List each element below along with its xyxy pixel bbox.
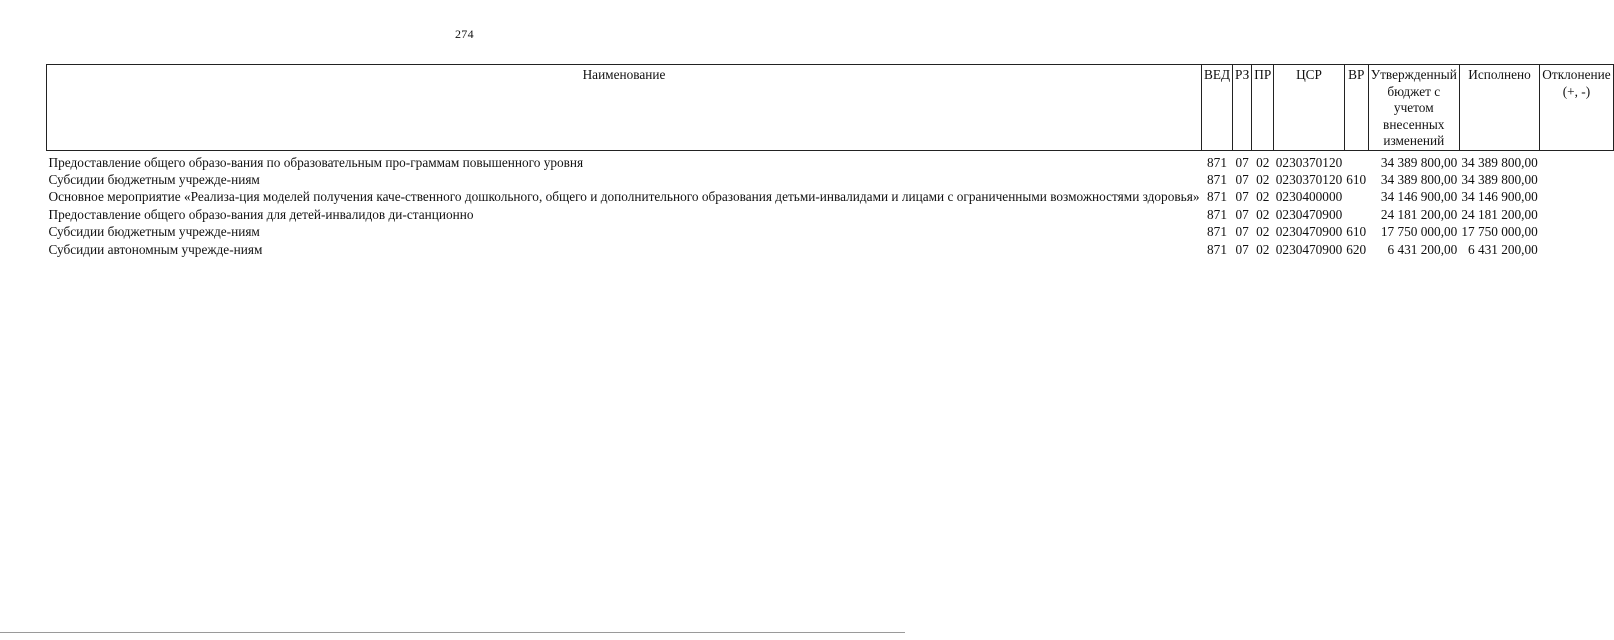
cell-csr: 0230370120 (1275, 154, 1343, 170)
table-row (47, 223, 1614, 240)
cell-ved: 871 (1207, 171, 1227, 187)
cell-approved-budget: 34 146 900,00 (1380, 189, 1458, 205)
cell-name: Субсидии бюджетным учрежде-ниям (48, 224, 260, 240)
cell-ved: 871 (1207, 241, 1227, 257)
cell-name: Предоставление общего образо-вания для детей-инвалидов ди-станционно (48, 206, 474, 222)
cell-pr: 02 (1256, 189, 1270, 205)
cell-deviation (1540, 241, 1613, 258)
cell-csr: 0230400000 (1275, 189, 1343, 205)
cell-pr: 02 (1256, 171, 1270, 187)
budget-execution-table (46, 64, 1614, 258)
cell-vr (1344, 188, 1368, 205)
table-row (47, 150, 1614, 171)
cell-approved-budget: 34 389 800,00 (1380, 154, 1458, 170)
cell-deviation (1540, 171, 1613, 188)
cell-vr: 610 (1346, 224, 1367, 240)
cell-executed: 34 146 900,00 (1461, 189, 1538, 205)
table-header-row (47, 65, 1614, 151)
cell-vr (1344, 150, 1368, 171)
cell-deviation (1540, 150, 1613, 171)
table-row (47, 241, 1614, 258)
cell-vr: 620 (1346, 241, 1367, 257)
header-vr: ВР (1344, 65, 1368, 151)
cell-deviation (1540, 223, 1613, 240)
cell-vr (1344, 206, 1368, 223)
cell-deviation (1540, 206, 1613, 223)
cell-approved-budget: 6 431 200,00 (1387, 241, 1458, 257)
cell-rz: 07 (1235, 224, 1249, 240)
cell-approved-budget: 17 750 000,00 (1380, 224, 1458, 240)
cell-pr: 02 (1256, 241, 1270, 257)
header-name: Наименование (47, 65, 1202, 151)
cell-pr: 02 (1256, 206, 1270, 222)
cell-executed: 24 181 200,00 (1461, 206, 1538, 222)
cell-rz: 07 (1235, 189, 1249, 205)
cell-pr: 02 (1256, 224, 1270, 240)
header-rz: РЗ (1233, 65, 1252, 151)
cell-pr: 02 (1256, 154, 1270, 170)
header-approved-budget: Утвержденный бюджет с учетом внесенных изменений (1368, 65, 1459, 151)
cell-rz: 07 (1235, 206, 1249, 222)
cell-executed: 34 389 800,00 (1461, 154, 1538, 170)
cell-rz: 07 (1235, 154, 1249, 170)
header-ved: ВЕД (1201, 65, 1232, 151)
cell-csr: 0230470900 (1275, 206, 1343, 222)
page-number: 274 (455, 27, 474, 41)
cell-approved-budget: 24 181 200,00 (1380, 206, 1458, 222)
cell-ved: 871 (1207, 189, 1227, 205)
header-pr: ПР (1252, 65, 1274, 151)
cell-csr: 0230370120 (1275, 171, 1343, 187)
header-csr: ЦСР (1274, 65, 1344, 151)
cell-ved: 871 (1207, 154, 1227, 170)
cell-rz: 07 (1235, 241, 1249, 257)
table-row (47, 206, 1614, 223)
header-executed: Исполнено (1459, 65, 1539, 151)
cell-name: Основное мероприятие «Реализа-ция моделей получения каче-ственного дошкольного, общего и дополнительного образования детьми-инвалидами и лицами с ограниченными возможностями здоровья» (48, 189, 1200, 205)
table-row (47, 171, 1614, 188)
page-bottom-rule (0, 632, 905, 633)
cell-rz: 07 (1235, 171, 1249, 187)
cell-name: Субсидии автономным учрежде-ниям (48, 241, 263, 257)
cell-ved: 871 (1207, 206, 1227, 222)
cell-executed: 34 389 800,00 (1461, 171, 1538, 187)
cell-deviation (1540, 188, 1613, 205)
table-row (47, 188, 1614, 205)
cell-csr: 0230470900 (1275, 241, 1343, 257)
cell-csr: 0230470900 (1275, 224, 1343, 240)
cell-executed: 6 431 200,00 (1467, 241, 1538, 257)
cell-ved: 871 (1207, 224, 1227, 240)
cell-executed: 17 750 000,00 (1461, 224, 1538, 240)
header-deviation: Отклонение (+, -) (1540, 65, 1613, 151)
cell-vr: 610 (1346, 171, 1367, 187)
cell-name: Предоставление общего образо-вания по образовательным про-граммам повышенного уровня (48, 154, 584, 170)
cell-name: Субсидии бюджетным учрежде-ниям (48, 171, 260, 187)
cell-approved-budget: 34 389 800,00 (1380, 171, 1458, 187)
